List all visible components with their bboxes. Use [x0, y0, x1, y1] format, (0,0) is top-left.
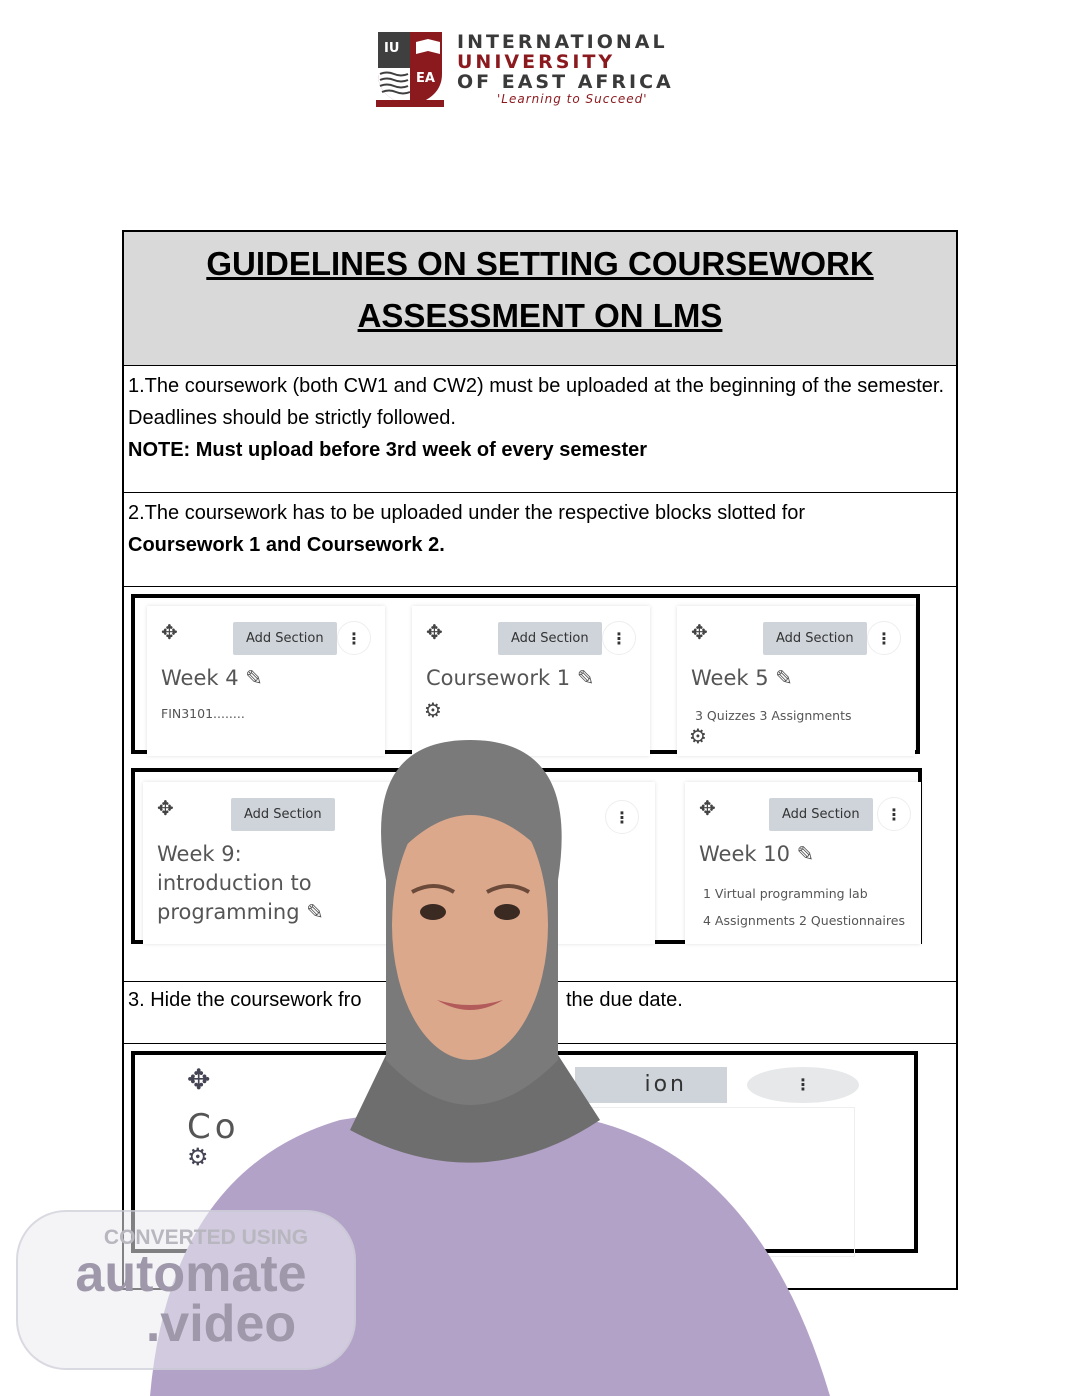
more-options-icon[interactable]: ⋮	[602, 621, 636, 655]
guideline-3-text	[124, 984, 956, 1024]
guideline-3-text-start: 3. Hide the coursework fro	[128, 989, 362, 1011]
guideline-2-bold: Coursework 1 and Coursework 2.	[128, 534, 445, 556]
move-icon[interactable]: ✥	[426, 620, 443, 644]
add-section-button[interactable]: Add Section	[763, 622, 867, 655]
logo-line-2: UNIVERSITY	[457, 51, 616, 73]
university-name	[457, 32, 674, 92]
move-icon[interactable]: ✥	[187, 1063, 211, 1096]
guideline-2	[124, 493, 956, 587]
section-activities: 3 Quizzes 3 Assignments	[695, 708, 852, 723]
section-title: Week 5 ✎	[691, 666, 793, 690]
section-title: Coursework 1 ✎	[426, 666, 595, 690]
section-activities: 1 Virtual programming lab	[703, 886, 868, 901]
more-options-icon[interactable]: ⋮	[867, 621, 901, 655]
section-title: Co	[187, 1107, 240, 1147]
watermark	[16, 1210, 356, 1370]
section-title: Week 9: introduction to programming ✎	[157, 842, 324, 924]
more-options-icon[interactable]: ⋮	[747, 1067, 859, 1103]
add-section-button[interactable]: ion	[575, 1067, 727, 1103]
logo-badge-bottom: EA	[416, 71, 435, 86]
gear-icon[interactable]: ⚙	[689, 724, 707, 748]
move-icon[interactable]: ✥	[157, 796, 174, 820]
gear-icon[interactable]: ⚙	[424, 698, 442, 722]
page-title: GUIDELINES ON SETTING COURSEWORK ASSESSMENT ON LMS	[124, 232, 956, 366]
move-icon[interactable]: ✥	[699, 796, 716, 820]
guideline-3-text-end: the due date.	[566, 989, 683, 1011]
section-activities-2: 4 Assignments 2 Questionnaires	[703, 913, 905, 928]
more-options-icon[interactable]: ⋮	[877, 797, 911, 831]
move-icon[interactable]: ✥	[691, 620, 708, 644]
watermark-line-3: .video	[145, 1295, 297, 1353]
more-options-icon[interactable]: ⋮	[337, 621, 371, 655]
section-title: Week 4 ✎	[161, 666, 263, 690]
guideline-2-text: 2.The coursework has to be uploaded under the respective blocks slotted for	[128, 502, 806, 524]
guideline-1	[124, 366, 956, 493]
more-options-icon[interactable]: ⋮	[605, 800, 639, 834]
add-section-button[interactable]: Add Section	[769, 798, 873, 831]
section-title: Week 10 ✎	[699, 842, 815, 866]
add-section-button[interactable]: Add Section	[231, 798, 335, 831]
watermark-line-2: automate	[75, 1245, 307, 1303]
add-section-button[interactable]: Add Section	[233, 622, 337, 655]
logo-tagline: 'Learning to Succeed'	[497, 92, 648, 106]
logo-badge-top: IU	[384, 41, 400, 56]
move-icon[interactable]: ✥	[161, 620, 178, 644]
add-section-button[interactable]: Add Section	[498, 622, 602, 655]
guideline-1-note: NOTE: Must upload before 3rd week of every semester	[128, 439, 648, 461]
university-crest-logo	[374, 28, 446, 110]
logo-line-3: OF EAST AFRICA	[457, 71, 674, 93]
logo-line-1: INTERNATIONAL	[457, 31, 668, 53]
gear-icon[interactable]: ⚙	[187, 1143, 209, 1171]
guideline-1-text: 1.The coursework (both CW1 and CW2) must be uploaded at the beginning of the semester. Deadlines should be strictly followed.	[128, 375, 944, 429]
section-summary: FIN3101........	[161, 706, 245, 721]
watermark-line-1: CONVERTED USING	[103, 1226, 309, 1249]
